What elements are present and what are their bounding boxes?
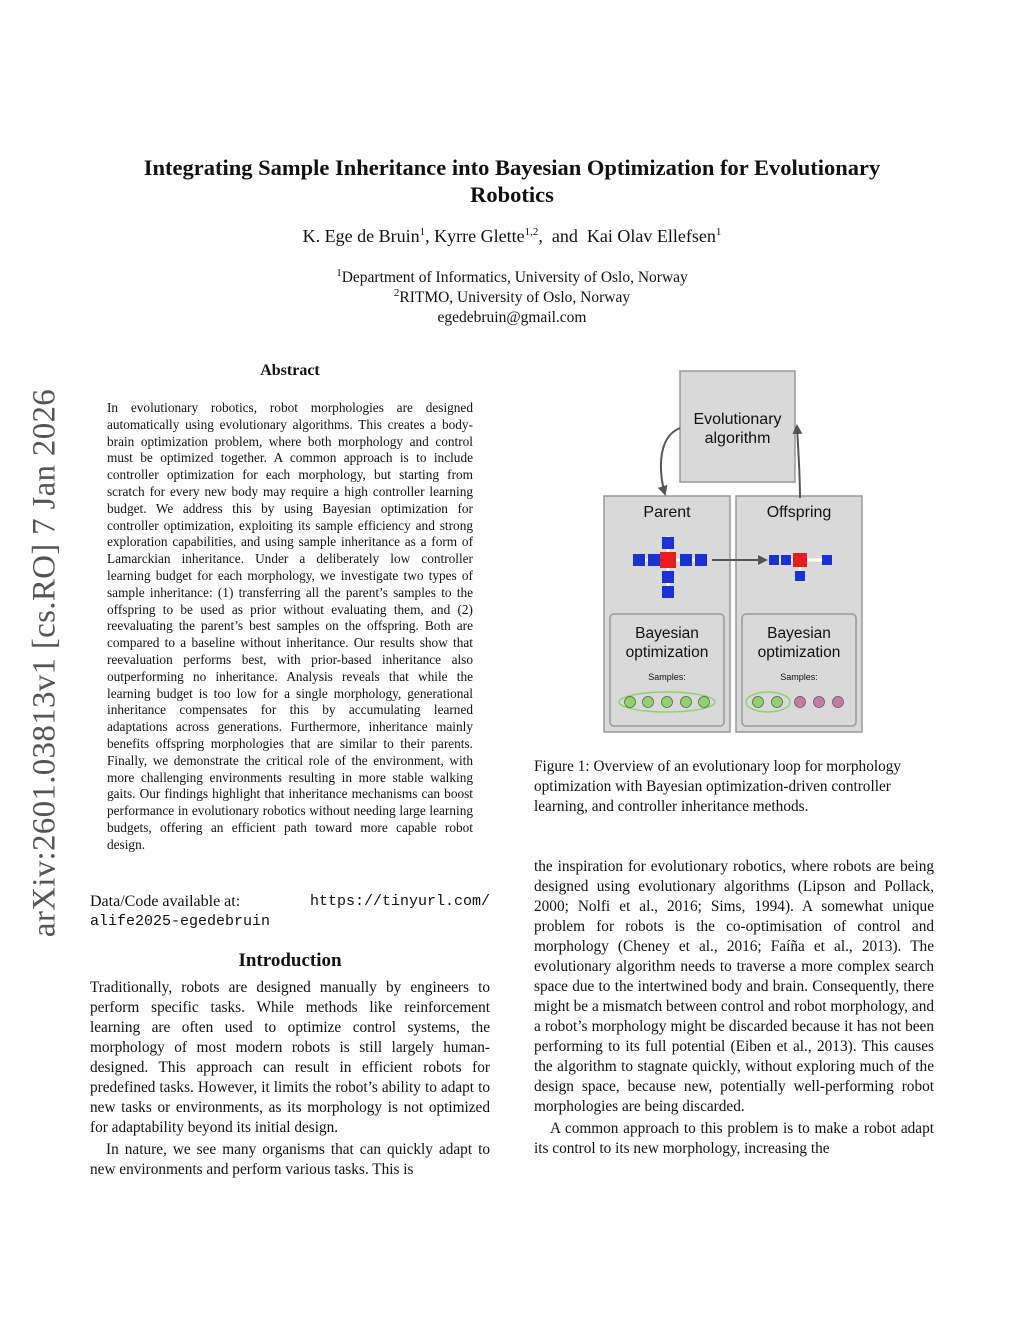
author-3: Kai Olav Ellefsen — [586, 226, 716, 246]
title-line-2: Robotics — [470, 182, 554, 207]
right-paragraph-1: the inspiration for evolutionary robotics, where robots are being designed using evolutionary algorithms (Lipson and Pollack, 2000; Nolfi et al., 2016; Sims, 1994). A somewhat unique problem for robots is the co-optimisation of control and morphology (Cheney et al., 2016; Faíña et al., 2013). The evolutionary algorithm needs to traverse a more complex search space due to the intertwined body and brain. Consequently, there might be a mismatch between control and robot morphology, and a robot’s morphology might be discarded because it has not been performing to its full potential (Eiben et al., 2013). This causes the algorithm to stagnate quickly, without exploring much of the design space, because new, potentially well-performing robot morphologies are being discarded. — [534, 858, 934, 1115]
intro-paragraph-1: Traditionally, robots are designed manually by engineers to perform specific tasks. While methods like reinforcement learning are often used to optimize control systems, the morphology of most modern robots is still largely human-designed. This approach can result in efficient robots for predefined tasks. However, it limits the robot’s ability to adapt to new tasks or environments, as its morphology is not optimized for adaptability beyond its initial design. — [90, 979, 490, 1136]
offspring-label: Offspring — [766, 504, 832, 521]
author-conjunction: and — [551, 226, 578, 246]
offspring-limb-left-2 — [781, 555, 791, 565]
arxiv-stamp: arXiv:2601.03813v1 [cs.RO] 7 Jan 2026 — [26, 388, 63, 938]
author-1-sup: 1 — [419, 226, 426, 238]
author-2-sup: 1,2 — [524, 226, 539, 238]
author-1: K. Ege de Bruin — [302, 226, 420, 246]
offspring-sample-4 — [814, 697, 825, 708]
offspring-bo-line-1: Bayesian — [767, 625, 831, 642]
parent-limb-right-1 — [680, 554, 692, 566]
offspring-bo-line-2: optimization — [757, 644, 841, 661]
figure-1-diagram — [600, 368, 866, 736]
introduction-heading: Introduction — [238, 950, 342, 971]
arrow-ea-to-parent — [661, 428, 680, 494]
author-email[interactable]: egedebruin@gmail.com — [437, 309, 587, 326]
affiliation-2-sup: 2 — [393, 286, 400, 299]
paper-title — [0, 154, 1024, 208]
data-code-url-1[interactable]: https://tinyurl.com/ — [309, 893, 490, 910]
author-3-sup: 1 — [715, 226, 722, 238]
intro-paragraph-2: In nature, we see many organisms that can quickly adapt to new environments and perform various tasks. This is — [90, 1141, 490, 1178]
offspring-core — [793, 553, 807, 567]
offspring-sample-5 — [833, 697, 844, 708]
author-list: K. Ege de Bruin$^1$, Kyrre Glette$^{1,2}$, and Kai Olav Ellefsen$^1$ — [302, 226, 722, 246]
parent-core — [660, 552, 676, 568]
right-paragraph-2: A common approach to this problem is to make a robot adapt its control to its new morphology, increasing the — [534, 1120, 934, 1157]
offspring-sample-2 — [772, 697, 783, 708]
data-code-line — [90, 892, 490, 932]
affiliation-2 — [0, 288, 1024, 308]
data-code-url-2[interactable]: alife2025-egedebruin — [90, 913, 271, 930]
offspring-limb-bottom — [795, 571, 805, 581]
figure-1 — [600, 368, 866, 736]
affiliation-1-sup: 1 — [336, 266, 342, 279]
parent-limb-left-2 — [633, 554, 645, 566]
ea-label-line-2: algorithm — [704, 430, 771, 447]
parent-limb-bottom-1 — [662, 571, 674, 583]
data-code-label: Data/Code available at: — [90, 893, 241, 910]
introduction-body — [90, 978, 490, 1180]
affiliation-1 — [0, 268, 1024, 288]
title-line-1: Integrating Sample Inheritance into Bayesian Optimization for Evolutionary — [143, 155, 881, 180]
parent-sample-1 — [625, 697, 636, 708]
parent-sample-4 — [681, 697, 692, 708]
figure-1-caption: Figure 1: Overview of an evolutionary loop for morphology optimization with Bayesian optimization-driven controller learning, and controller inheritance methods. — [534, 758, 902, 815]
parent-limb-left-1 — [648, 554, 660, 566]
parent-sample-5 — [699, 697, 710, 708]
parent-samples-label: Samples: — [648, 672, 686, 682]
parent-limb-right-2 — [695, 554, 707, 566]
offspring-limb-right — [822, 555, 832, 565]
abstract-text: In evolutionary robotics, robot morphologies are designed automatically using evolutionary algorithms. This creates a body-brain optimization problem, where both morphology and control must be optimized together. A common approach is to include controller optimization for each morphology, but starting from scratch for every new body may require a high controller learning budget. We address this by using Bayesian optimization for controller optimization, exploiting its sample efficiency and strong exploration capabilities, and using sample inheritance as a form of Lamarckian inheritance. Under a deliberately low controller learning budget for each morphology, we investigate two types of sample inheritance: (1) transferring all the parent’s samples to the offspring to be used as prior without evaluating them, and (2) reevaluating the parent’s best samples on the offspring. Both are compared to a baseline without inheritance. Our results show that reevaluation performs best, with prior-based inheritance also outperforming no inheritance. Analysis reveals that while the learning budget is too low for a single morphology, generational inheritance compensates for this by accumulating learned adaptations across generations. Furthermore, inheritance mainly benefits offspring morphologies that are similar to their parents. Finally, we demonstrate the critical role of the environment, with more challenging environments resulting in more stable walking gaits. Our findings highlight that inheritance mechanisms can boost performance in evolutionary robotics without needing large learning budgets, offering an efficient path toward more capable robot design. — [107, 400, 473, 852]
offspring-sample-3 — [795, 697, 806, 708]
affiliation-2-text: RITMO, University of Oslo, Norway — [399, 289, 631, 306]
offspring-limb-left — [769, 555, 779, 565]
offspring-samples-label: Samples: — [780, 672, 818, 682]
parent-limb-bottom-2 — [662, 586, 674, 598]
parent-limb-top — [662, 537, 674, 549]
parent-sample-3 — [662, 697, 673, 708]
parent-bo-line-2: optimization — [625, 644, 709, 661]
right-column-body — [534, 857, 934, 1159]
ea-label-line-1: Evolutionary — [693, 411, 782, 428]
parent-label: Parent — [643, 504, 691, 521]
affiliation-1-text: Department of Informatics, University of Oslo, Norway — [341, 269, 688, 286]
arrow-offspring-to-ea — [797, 426, 800, 498]
parent-bo-line-1: Bayesian — [635, 625, 699, 642]
parent-sample-2 — [643, 697, 654, 708]
affiliations — [0, 268, 1024, 328]
abstract-heading: Abstract — [260, 362, 320, 379]
offspring-sample-1 — [753, 697, 764, 708]
author-2: Kyrre Glette — [434, 226, 525, 246]
